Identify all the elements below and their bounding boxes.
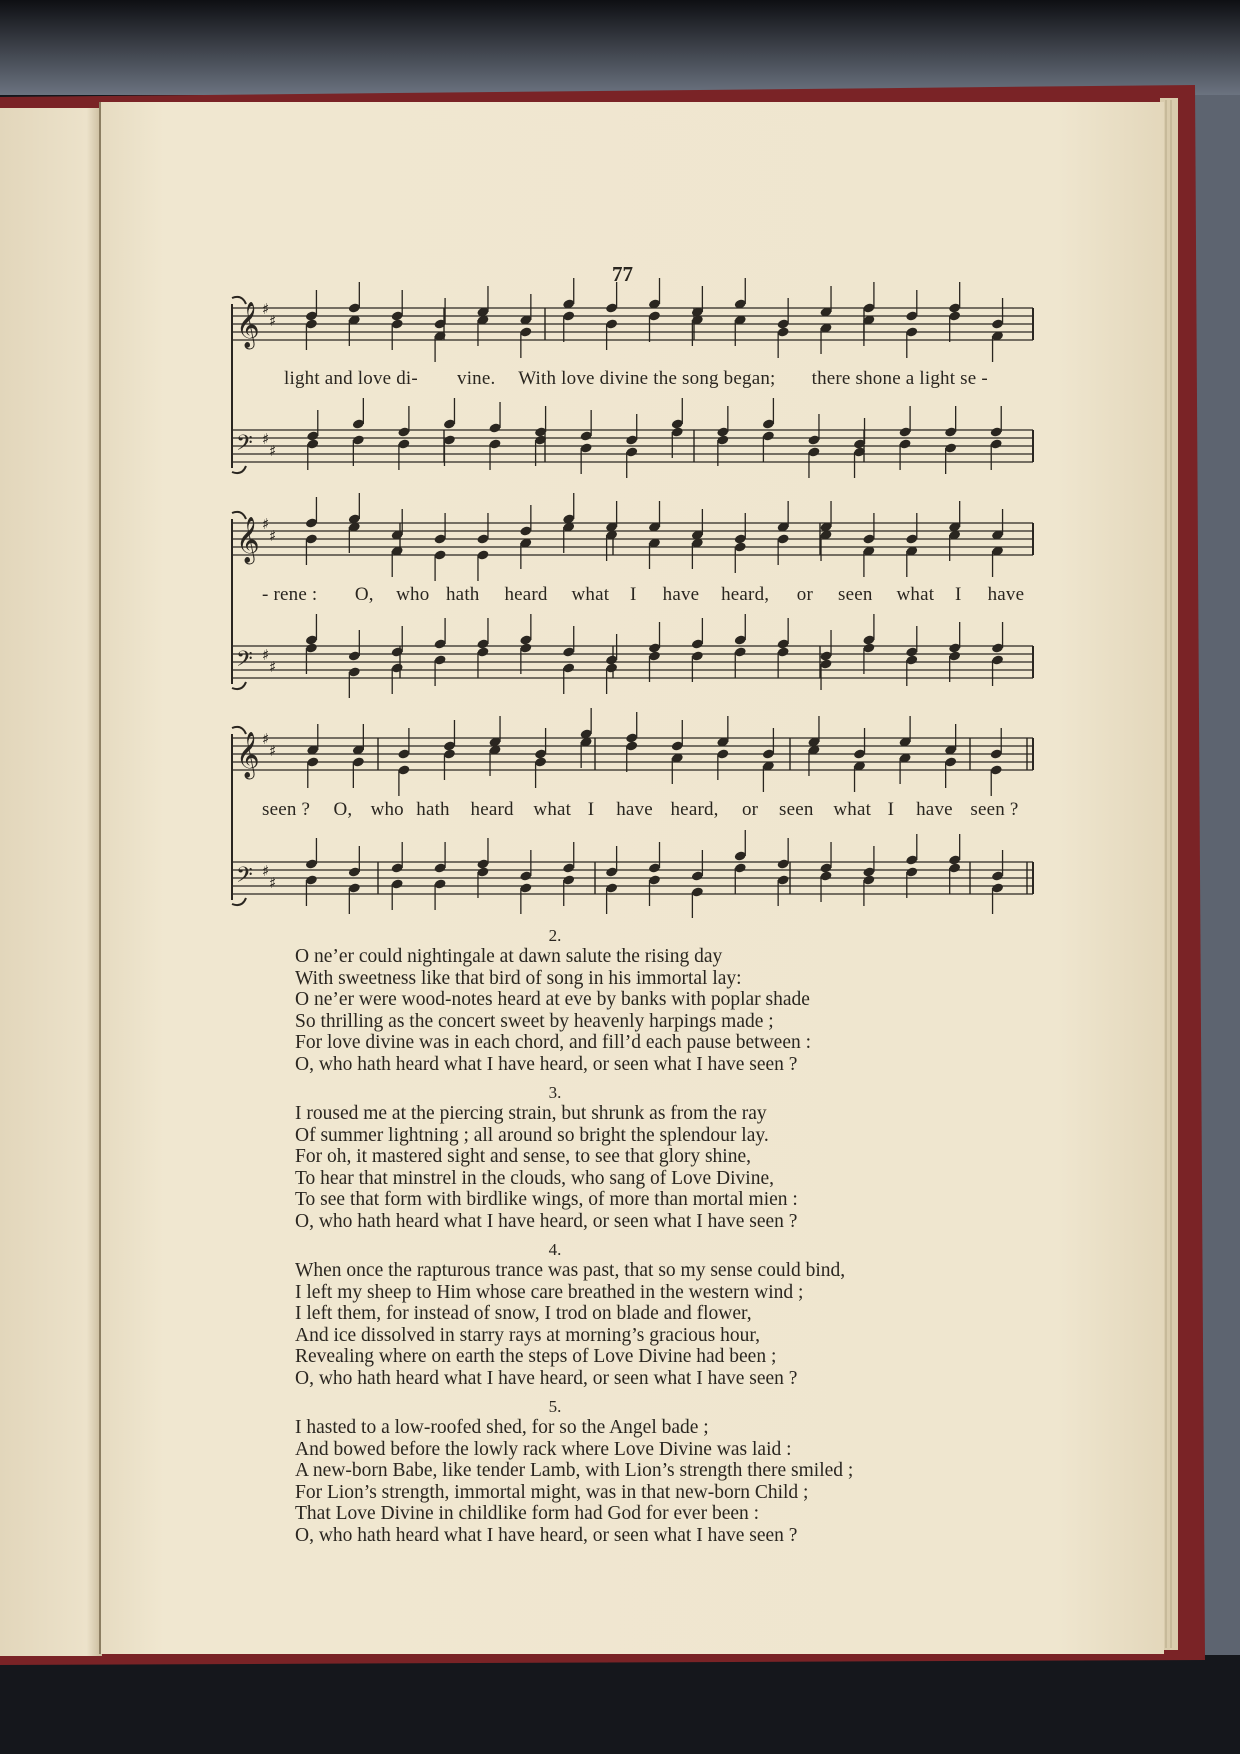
lyric-word: what [533, 799, 572, 820]
sharp-icon: ♯ [262, 515, 270, 533]
lyric-word: have [662, 584, 700, 605]
page-number: 77 [612, 262, 633, 286]
verse-line: And bowed before the lowly rack where Love Divine was laid : [295, 1438, 792, 1460]
verse-line: To hear that minstrel in the clouds, who sang of Love Divine, [295, 1167, 774, 1189]
lyric-word: who [370, 799, 404, 820]
lyric-word: hath [416, 799, 450, 820]
verse-line: A new-born Babe, like tender Lamb, with Lion’s strength there smiled ; [295, 1460, 854, 1481]
sharp-icon: ♯ [269, 874, 277, 892]
verse-number: 3. [548, 1083, 562, 1102]
sharp-icon: ♯ [269, 442, 277, 460]
sharp-icon: ♯ [269, 527, 277, 545]
lyric-word: heard [504, 584, 548, 605]
lyric-word: have [916, 799, 953, 820]
lyric-word: heard [470, 799, 514, 820]
treble-clef: 𝄞 [236, 517, 260, 563]
verse-line: For love divine was in each chord, and fill’d each pause between : [295, 1032, 812, 1053]
verse-line: Revealing where on earth the steps of Love Divine had been ; [295, 1346, 777, 1367]
bass-clef: 𝄢 [236, 863, 253, 893]
lyric-word: I [954, 584, 962, 605]
verse [295, 1240, 1015, 1389]
sharp-icon: ♯ [269, 658, 277, 676]
lyric-word: there shone a light se - [811, 368, 988, 389]
lyric-word: O, [333, 799, 353, 820]
lyric-word: what [833, 799, 872, 820]
verse-line: O, who hath heard what I have heard, or seen what I have seen ? [295, 1367, 798, 1389]
lyric-word: have [616, 799, 653, 820]
lyric-word: heard, [670, 799, 719, 820]
verse-line: So thrilling as the concert sweet by heavenly harpings made ; [295, 1010, 774, 1032]
verse-line: For oh, it mastered sight and sense, to see that glory shine, [295, 1146, 752, 1167]
background-top [0, 0, 1240, 95]
verse-line: I roused me at the piercing strain, but shrunk as from the ray [295, 1103, 767, 1124]
sharp-icon: ♯ [262, 862, 270, 880]
verse-line: Of summer lightning ; all around so bright the splendour lay. [295, 1124, 769, 1146]
lyric-word: what [571, 584, 610, 605]
verse-line: For Lion’s strength, immortal might, was in that new-born Child ; [295, 1481, 809, 1503]
verse [295, 1083, 1015, 1232]
verse-number: 4. [548, 1240, 562, 1259]
verse-line: O, who hath heard what I have heard, or seen what I have seen ? [295, 1210, 798, 1232]
sharp-icon: ♯ [269, 312, 277, 330]
verse-line: When once the rapturous trance was past, that so my sense could bind, [295, 1260, 846, 1281]
verse-line: O, who hath heard what I have heard, or seen what I have seen ? [295, 1524, 798, 1546]
verse-line: And ice dissolved in starry rays at morning’s gracious hour, [295, 1324, 760, 1346]
bass-clef: 𝄢 [236, 647, 253, 677]
verse [295, 926, 1015, 1075]
verse-line: With sweetness like that bird of song in his immortal lay: [295, 967, 742, 989]
lyric-word: O, [354, 584, 374, 605]
sharp-icon: ♯ [262, 646, 270, 664]
lyric-word: or [741, 799, 759, 820]
lyric-word: With love divine the song began; [518, 368, 776, 389]
sharp-icon: ♯ [262, 430, 270, 448]
verse-line: That Love Divine in childlike form had God for ever been : [295, 1503, 760, 1524]
lyric-word: vine. [457, 368, 496, 389]
bass-clef: 𝄢 [236, 431, 253, 461]
lyric-word: I [629, 584, 637, 605]
verse-number: 5. [548, 1397, 562, 1416]
verse-line: O, who hath heard what I have heard, or seen what I have seen ? [295, 1053, 798, 1075]
lyric-word: what [896, 584, 935, 605]
verse-line: I left them, for instead of snow, I trod on blade and flower, [295, 1303, 752, 1324]
verse-line: To see that form with birdlike wings, of more than mortal mien : [295, 1189, 798, 1210]
lyric-word: - rene : [262, 584, 318, 605]
treble-clef: 𝄞 [236, 732, 260, 778]
lyric-word: I [887, 799, 895, 820]
lyric-word: I [587, 799, 595, 820]
verses [295, 918, 1015, 1546]
lyric-word: have [987, 584, 1025, 605]
lyric-word: seen ? [262, 799, 311, 820]
verse-number: 2. [548, 926, 562, 945]
lyric-word: seen ? [970, 799, 1019, 820]
lyric-word: heard, [721, 584, 770, 605]
verse-line: O ne’er were wood-notes heard at eve by banks with poplar shade [295, 989, 810, 1010]
lyric-word: light and love di- [284, 368, 418, 389]
verse-line: I left my sheep to Him whose care breathed in the western wind ; [295, 1281, 804, 1303]
left-page [0, 108, 102, 1656]
lyric-word: who [396, 584, 430, 605]
sharp-icon: ♯ [262, 730, 270, 748]
verse-line: I hasted to a low-roofed shed, for so the Angel bade ; [295, 1417, 709, 1438]
verse-line: O ne’er could nightingale at dawn salute the rising day [295, 946, 723, 967]
sharp-icon: ♯ [269, 742, 277, 760]
lyric-word: hath [445, 584, 480, 605]
sharp-icon: ♯ [262, 300, 270, 318]
lyric-word: or [796, 584, 813, 605]
verse [295, 1397, 1015, 1546]
lyric-word: seen [779, 799, 814, 820]
treble-clef: 𝄞 [236, 302, 260, 348]
lyric-word: seen [838, 584, 873, 605]
